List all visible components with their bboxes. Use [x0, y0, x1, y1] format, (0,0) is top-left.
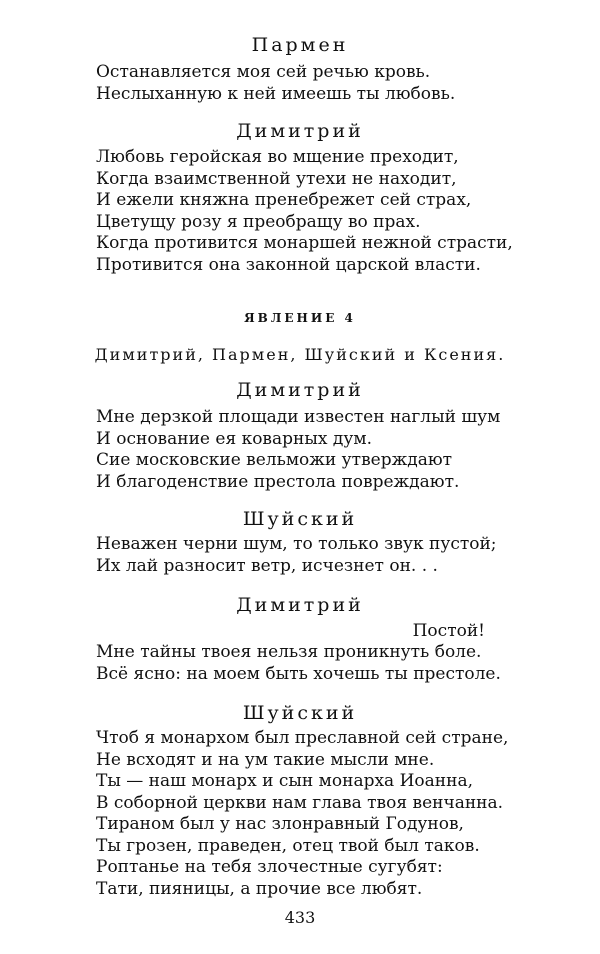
verse-line: Мне дерзкой площади известен наглый шум — [96, 407, 501, 427]
verse-line: И ежели княжна пренебрежет сей страх, — [96, 190, 472, 210]
verse-line: Ты — наш монарх и сын монарха Иоанна, — [96, 771, 473, 791]
verse-line: Мне тайны твоея нельзя проникнуть боле. — [96, 642, 482, 662]
verse-line: Сие московские вельможи утверждают — [96, 450, 453, 470]
page-number: 433 — [284, 908, 316, 927]
verse-line: И благоденствие престола повреждают. — [96, 471, 460, 492]
verse-line: Когда взаимственной утехи не находит, — [96, 168, 457, 189]
verse-line: Неслыханную к ней имеешь ты любовь. — [96, 83, 456, 104]
verse-block — [96, 728, 526, 900]
verse-line: Всё ясно: на моем быть хочешь ты престоле. — [96, 663, 501, 684]
verse-line: Останавляется моя сей речью кровь. — [96, 62, 431, 82]
verse-line: Противится она законной царской власти. — [96, 254, 481, 275]
speaker-heading: Димитрий — [236, 594, 364, 616]
verse-line: И основание ея коварных дум. — [96, 428, 372, 449]
speaker-heading: Димитрий — [236, 120, 364, 142]
verse-block — [96, 62, 526, 105]
scene-title: ЯВЛЕНИЕ 4 — [244, 311, 356, 325]
verse-line: Ты грозен, праведен, отец твой был таков. — [96, 835, 480, 856]
speaker-heading: Шуйский — [242, 702, 358, 724]
verse-line: Их лай разносит ветр, исчезнет он. . . — [96, 555, 438, 576]
continued-line: Постой! — [412, 621, 485, 641]
verse-block — [96, 534, 526, 577]
speaker-heading: Димитрий — [236, 379, 364, 401]
verse-line: Роптанье на тебя злочестные сугубят: — [96, 857, 443, 877]
speaker-heading: Пармен — [251, 34, 349, 56]
scene-cast: Димитрий, Пармен, Шуйский и Ксения. — [94, 345, 506, 364]
verse-line: Когда противится монаршей нежной страсти, — [96, 233, 513, 253]
verse-block — [96, 407, 526, 493]
verse-line: Не всходят и на ум такие мысли мне. — [96, 749, 435, 770]
verse-line: Чтоб я монархом был преславной сей стране, — [96, 728, 509, 748]
verse-line: Цветущу розу я преобращу во прах. — [96, 211, 421, 232]
speaker-heading: Шуйский — [242, 508, 358, 530]
verse-line: Неважен черни шум, то только звук пустой; — [96, 534, 497, 554]
verse-line: Тати, пияницы, а прочие все любят. — [96, 878, 423, 899]
verse-line: Тираном был у нас злонравный Годунов, — [96, 814, 464, 834]
verse-block — [96, 642, 526, 685]
verse-line: Любовь геройская во мщение преходит, — [96, 147, 459, 167]
verse-block — [96, 147, 526, 276]
verse-line: В соборной церкви нам глава твоя венчанна. — [96, 792, 504, 813]
